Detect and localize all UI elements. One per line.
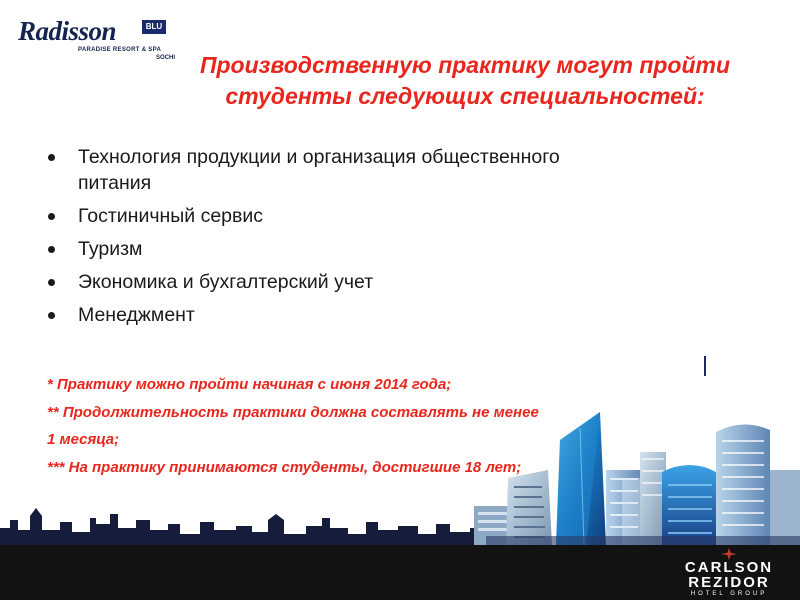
note-duration: ** Продолжительность практики должна составлять не менее xyxy=(47,403,539,421)
logo-city: SOCHI xyxy=(156,55,176,61)
hotel-group-text: HOTEL GROUP xyxy=(690,591,768,597)
note-duration-cont: 1 месяца; xyxy=(47,431,120,448)
note-age: *** На практику принимаются студенты, достигшие 18 лет; xyxy=(47,458,522,476)
logo-brand: Radisson xyxy=(18,16,117,46)
logo-subtitle: PARADISE RESORT & SPA xyxy=(78,47,162,53)
note-start-date: * Практику можно пройти начиная с июня 2014 года; xyxy=(47,376,452,393)
carlson-rezidor-logo xyxy=(664,548,794,600)
list-item-text: Технология продукции и организация общественного xyxy=(78,146,560,168)
list-item-text: Экономика и бухгалтерский учет xyxy=(78,271,374,293)
list-item-text-cont: питания xyxy=(78,172,152,194)
list-item-text: Туризм xyxy=(78,238,143,260)
logo-badge: BLU xyxy=(142,20,166,34)
title-line-1: Производственную практику могут пройти xyxy=(199,52,731,78)
list-item-text: Гостиничный сервис xyxy=(78,205,264,227)
carlson-text: CARLSON xyxy=(684,559,774,576)
notes-block xyxy=(47,371,687,481)
list-item-text: Менеджмент xyxy=(78,304,195,326)
title-line-2: студенты следующих специальностей: xyxy=(225,83,705,109)
rezidor-text: REZIDOR xyxy=(688,574,770,591)
